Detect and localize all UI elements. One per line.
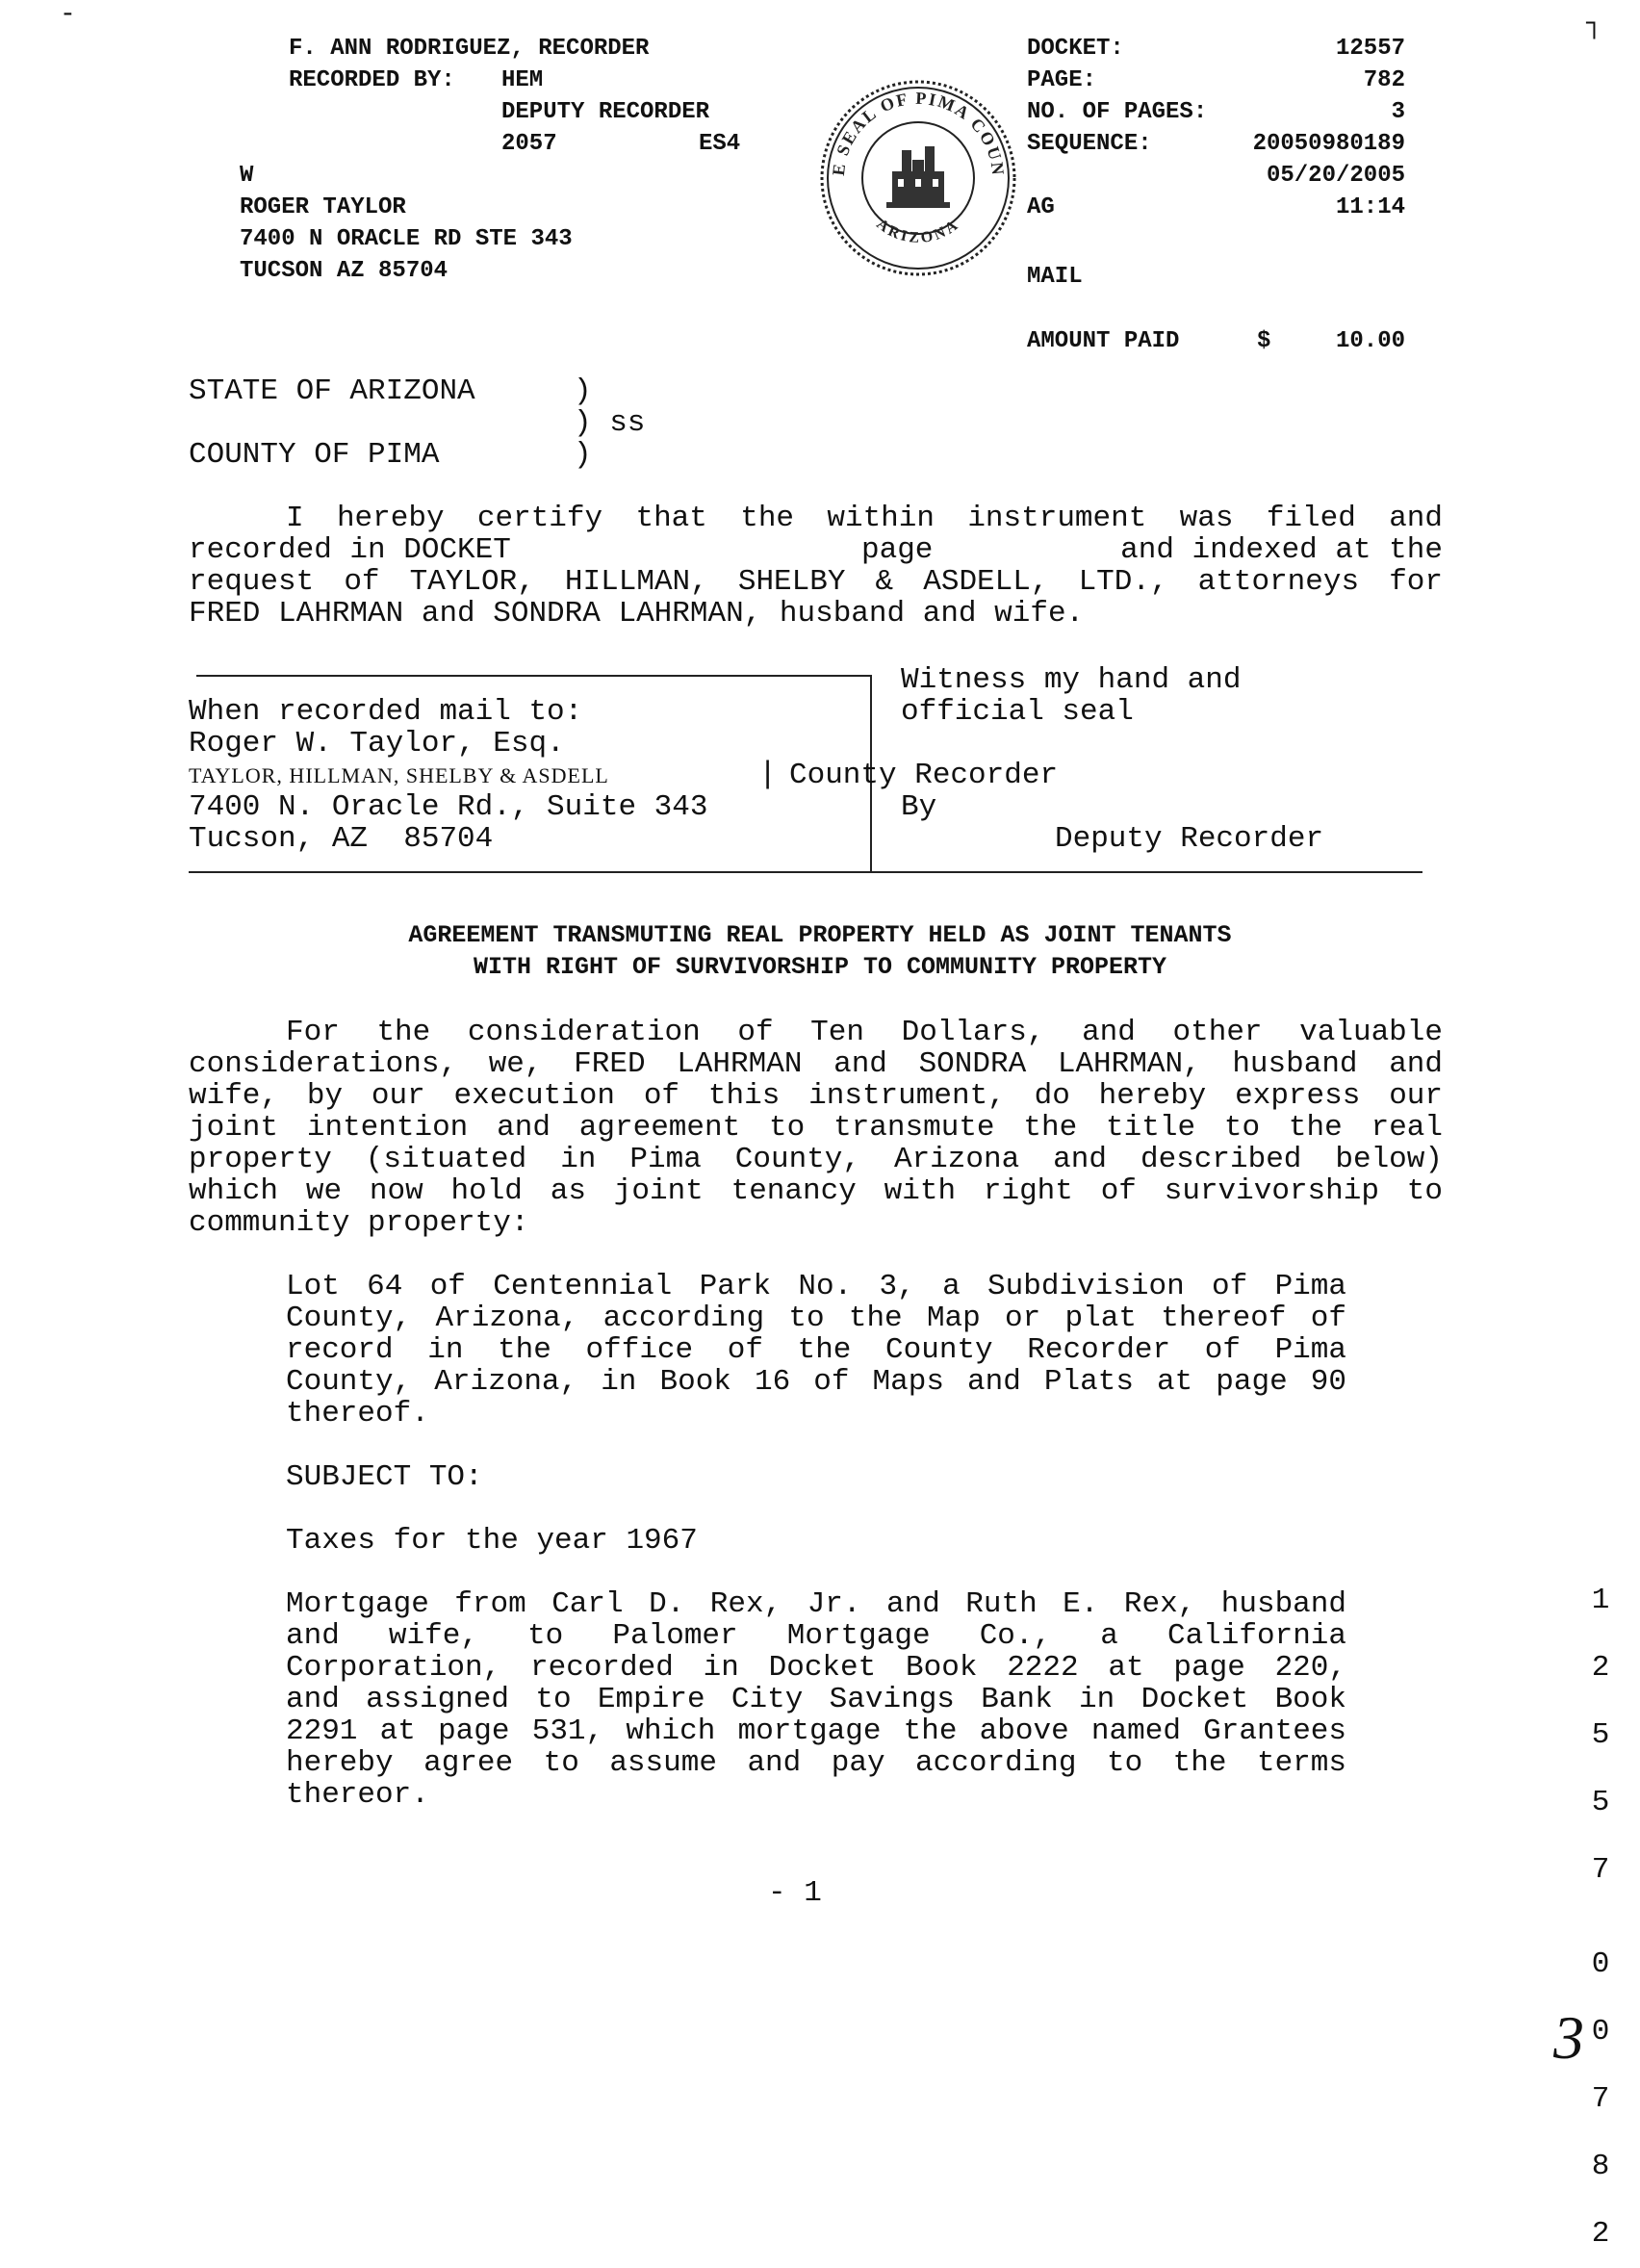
venue-state: STATE OF ARIZONA bbox=[189, 374, 475, 408]
mail-to-label: When recorded mail to: bbox=[189, 695, 583, 729]
record-time: 11:14 bbox=[1335, 194, 1405, 220]
pima-county-seal bbox=[799, 60, 1009, 262]
certify-line-2b: page bbox=[861, 533, 934, 567]
para1-line-5: property (situated in Pima County, Arizona and described below) bbox=[189, 1143, 1443, 1176]
amount-paid-value: 10.00 bbox=[1335, 328, 1405, 354]
seal-top-text: E SEAL OF PIMA COUN bbox=[829, 88, 1009, 178]
return-address-1: 7400 N ORACLE RD STE 343 bbox=[240, 226, 573, 252]
mortgage-line-6: hereby agree to assume and pay according to the terms bbox=[286, 1746, 1346, 1780]
side-digit: 2 bbox=[1591, 1651, 1610, 1685]
side-digit: 7 bbox=[1591, 2082, 1610, 2116]
w-mark: W bbox=[240, 163, 254, 189]
recorder-line: F. ANN RODRIGUEZ, RECORDER bbox=[289, 36, 650, 62]
legal-line-3: record in the office of the County Recorder of Pima bbox=[286, 1333, 1346, 1367]
side-digit: 0 bbox=[1591, 1947, 1610, 1981]
mortgage-line-1: Mortgage from Carl D. Rex, Jr. and Ruth E. Rex, husband bbox=[286, 1587, 1346, 1621]
document-title-line-1: AGREEMENT TRANSMUTING REAL PROPERTY HELD AS JOINT TENANTS bbox=[408, 921, 1232, 949]
para1-line-3: wife, by our execution of this instrument, do hereby express our bbox=[189, 1079, 1443, 1113]
record-date: 05/20/2005 bbox=[1266, 163, 1405, 189]
county-recorder-label: County Recorder bbox=[789, 759, 1059, 792]
sequence-label: SEQUENCE: bbox=[1027, 131, 1152, 157]
certify-line-2a: recorded in DOCKET bbox=[189, 533, 511, 567]
witness-line-1: Witness my hand and bbox=[901, 663, 1242, 697]
docket-label: DOCKET: bbox=[1027, 36, 1124, 62]
box-tick: | bbox=[758, 757, 778, 792]
legal-line-5: thereof. bbox=[286, 1397, 429, 1430]
legal-line-2: County, Arizona, according to the Map or plat thereof of bbox=[286, 1302, 1346, 1335]
mortgage-line-4: and assigned to Empire City Savings Bank in Docket Book bbox=[286, 1683, 1346, 1716]
mail-label: MAIL bbox=[1027, 264, 1083, 290]
svg-text:ARIZONA bbox=[874, 216, 963, 246]
side-digit: 7 bbox=[1591, 1853, 1610, 1887]
venue-paren-3: ) bbox=[574, 438, 592, 472]
recorded-by-value: HEM bbox=[501, 67, 544, 93]
mail-to-address-1: 7400 N. Oracle Rd., Suite 343 bbox=[189, 790, 708, 824]
box-top-rule bbox=[196, 675, 872, 677]
pages-label: NO. OF PAGES: bbox=[1027, 99, 1208, 125]
mail-to-name: Roger W. Taylor, Esq. bbox=[189, 727, 565, 760]
return-name: ROGER TAYLOR bbox=[240, 194, 406, 220]
box-bottom-rule bbox=[189, 871, 1422, 873]
legal-line-1: Lot 64 of Centennial Park No. 3, a Subdivision of Pima bbox=[286, 1270, 1346, 1303]
mortgage-line-5: 2291 at page 531, which mortgage the above named Grantees bbox=[286, 1714, 1346, 1748]
venue-ss: ) ss bbox=[574, 406, 646, 440]
side-docket-number bbox=[1586, 1550, 1615, 2268]
legal-line-4: County, Arizona, in Book 16 of Maps and Plats at page 90 bbox=[286, 1365, 1346, 1399]
mail-to-address-2: Tucson, AZ 85704 bbox=[189, 822, 494, 856]
recorded-by-label: RECORDED BY: bbox=[289, 67, 455, 93]
venue-county: COUNTY OF PIMA bbox=[189, 438, 440, 472]
venue-paren-1: ) bbox=[574, 374, 592, 408]
document-title-line-2: WITH RIGHT OF SURVIVORSHIP TO COMMUNITY PROPERTY bbox=[473, 953, 1167, 981]
witness-line-2: official seal bbox=[901, 695, 1134, 729]
ag-label: AG bbox=[1027, 194, 1055, 220]
certify-line-2c: and indexed at the bbox=[1120, 533, 1443, 567]
para1-line-2: considerations, we, FRED LAHRMAN and SONDRA LAHRMAN, husband and bbox=[189, 1047, 1443, 1081]
mortgage-line-2: and wife, to Palomer Mortgage Co., a California bbox=[286, 1619, 1346, 1653]
deputy-recorder-label: DEPUTY RECORDER bbox=[501, 99, 710, 125]
certify-line-4: FRED LAHRMAN and SONDRA LAHRMAN, husband and wife. bbox=[189, 597, 1085, 631]
side-digit: 5 bbox=[1591, 1786, 1610, 1819]
pages-value: 3 bbox=[1391, 99, 1405, 125]
box-deputy-label: Deputy Recorder bbox=[1055, 822, 1324, 856]
para1-line-4: joint intention and agreement to transmute the title to the real bbox=[189, 1111, 1443, 1145]
side-digit: 8 bbox=[1591, 2150, 1610, 2183]
corner-mark-left: - bbox=[60, 0, 76, 30]
return-address-2: TUCSON AZ 85704 bbox=[240, 258, 448, 284]
page-number: - 1 bbox=[768, 1876, 822, 1910]
side-digit: 1 bbox=[1591, 1584, 1610, 1617]
handwritten-page-number: 3 bbox=[1553, 2003, 1584, 2072]
page-label: PAGE: bbox=[1027, 67, 1097, 93]
para1-line-1: For the consideration of Ten Dollars, and other valuable bbox=[286, 1016, 1443, 1049]
mail-to-firm: TAYLOR, HILLMAN, SHELBY & ASDELL bbox=[189, 763, 609, 787]
recorder-code-2: ES4 bbox=[699, 131, 741, 157]
sequence-value: 20050980189 bbox=[1252, 131, 1405, 157]
certify-line-3: request of TAYLOR, HILLMAN, SHELBY & ASDELL, LTD., attorneys for bbox=[189, 565, 1443, 599]
recorder-code-1: 2057 bbox=[501, 131, 557, 157]
amount-paid-label: AMOUNT PAID bbox=[1027, 328, 1180, 354]
side-digit: 5 bbox=[1591, 1718, 1610, 1752]
side-digit: 2 bbox=[1591, 2217, 1610, 2251]
certify-line-1: I hereby certify that the within instrument was filed and bbox=[286, 502, 1443, 535]
para1-line-7: community property: bbox=[189, 1206, 529, 1240]
para1-line-6: which we now hold as joint tenancy with right of survivorship to bbox=[189, 1174, 1443, 1208]
page-value: 782 bbox=[1363, 67, 1405, 93]
mortgage-line-3: Corporation, recorded in Docket Book 2222 at page 220, bbox=[286, 1651, 1346, 1685]
seal-building-icon bbox=[886, 146, 950, 208]
corner-mark-right: ┐ bbox=[1586, 10, 1602, 39]
side-digit: 0 bbox=[1591, 2015, 1610, 2049]
subject-to-heading: SUBJECT TO: bbox=[286, 1460, 483, 1494]
by-label: By bbox=[901, 790, 937, 824]
mortgage-line-7: thereor. bbox=[286, 1778, 429, 1812]
docket-value: 12557 bbox=[1335, 36, 1405, 62]
seal-bottom-text: ARIZONA bbox=[873, 216, 963, 247]
dollar-sign: $ bbox=[1257, 328, 1271, 354]
taxes-line: Taxes for the year 1967 bbox=[286, 1524, 698, 1558]
